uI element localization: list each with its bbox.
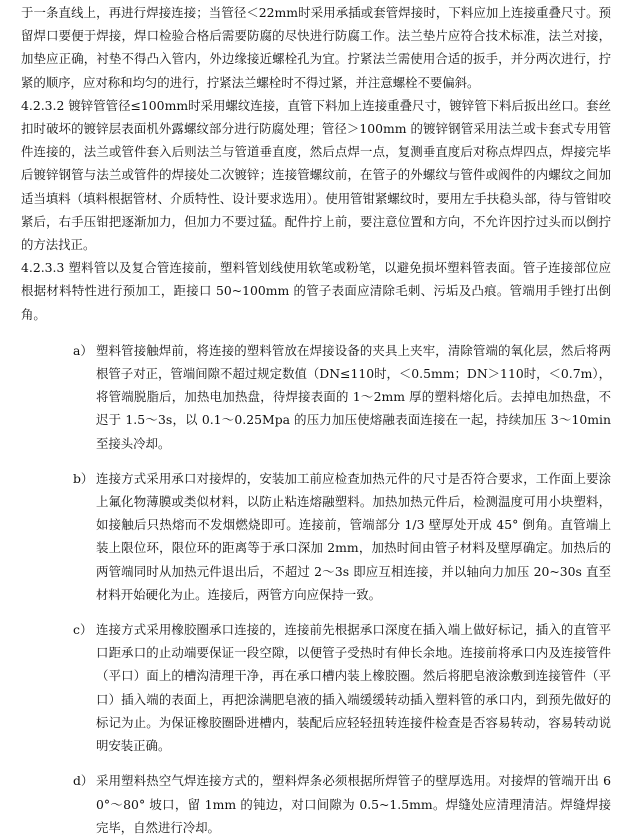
list-item-text: 连接方式采用橡胶圈承口连接的，连接前先根据承口深度在插入端上做好标记，插入的直管平口距承口的止动端要保证一段空隙，以便管子受热时有伸长余地。连接前将承口内及连接管件（平口）面上的槽沟清理干净，再在承口槽内装上橡胶圈。然后将肥皂液涂敷到连接管件（平口）插入端的表面上，再把涂满肥皂液的插入端缓缓转动插入塑料管的承口内，到预先做好的标记为止。为保证橡胶圈卧进槽内，装配后应轻轻扭转连接件检查是否容易转动，容易转动说明安装正确。 [96,622,611,754]
list-item-text: 塑料管接触焊前，将连接的塑料管放在焊接设备的夹具上夹牢，清除管端的氧化层，然后将两根管子对正，管端间隙不超过规定数值（DN≤110时，＜0.5mm；DN＞110时，＜0.7m），将管端脱脂后，加热电加热盘，待焊接表面的 1～2mm 厚的塑料熔化后。去掉电加热盘，不迟于 1.5～3s，以 0.1～0.25Mpa 的压力加压使熔融表面连接在一起，持续加压 3～10min 至接头冷却。 [96,342,611,451]
paragraph-flange-welding: 于一条直线上，再进行焊接连接；当管径＜22mm时采用承插或套管焊接时，下料应加上连接重叠尺寸。预留焊口要便于焊接，焊口检验合格后需要防腐的尽快进行防腐工作。法兰垫片应符合技术标准，法兰对接，加垫应正确，衬垫不得凸入管内，外边缘接近螺栓孔为宜。拧紧法兰需使用合适的扳手，并分两次进行，拧紧的顺序，应对称和均匀的进行，拧紧法兰螺栓时不得过紧，并注意螺栓不要偏斜。 [21,5,611,90]
list-item-text: 采用塑料热空气焊连接方式的，塑料焊条必须根据所焊管子的壁厚选用。对接焊的管端开出 60°～80° 坡口，留 1mm 的钝边，对口间隙为 0.5~1.5mm。焊缝处应清理清洁。焊缝焊接完毕，自然进行冷却。 [96,773,611,835]
paragraph-4-2-3-2: 4.2.3.2 镀锌管管径≤100mm时采用螺纹连接，直管下料加上连接重叠尺寸，镀锌管下料后扳出丝口。套丝扣时破坏的镀锌层表面机外露螺纹部分进行防腐处理；管径＞100mm 的镀锌钢管采用法兰或卡套式专用管件连接的，法兰或管件套入后则法兰与管道垂直度，然后点焊一点，复测垂直度后对称点焊四点，焊接完毕后镀锌钢管与法兰或管件的焊接处二次镀锌；连接管螺纹前，在管子的外螺纹与管件或阀件的内螺纹之间加适当填料（填料根据管材、介质特性、设计要求选用）。使用管钳紧螺纹时，要用左手扶稳头部，待与管钳咬紧后，右手压钳把逐渐加力，但加力不要过猛。配件拧上前，要注意位置和方向，不允许因拧过头而以倒拧的方法找正。 [21,97,611,253]
list-marker: d） [73,773,94,789]
list-item-c [21,618,611,757]
list-marker: a） [73,342,93,358]
list-item-d [21,769,611,839]
list-item-text: 连接方式采用承口对接焊的，安装加工前应检查加热元件的尺寸是否符合要求，工作面上要涂上氟化物薄膜或类似材料，以防止粘连熔融塑料。加热加热元件后，检测温度可用小块塑料，如接触后只热熔而不发烟燃烧即可。连接前，管端部分 1/3 壁厚处开成 45° 倒角。直管端上装上限位环，限位环的距离等于承口深加 2mm，加热时间由管子材料及壁厚确定。加热后的两管端同时从加热元件退出后，不超过 2～3s 即应互相连接，并以轴向力加压 20~30s 直至材料开始硬化为止。连接后，两管方向应保持一致。 [96,470,611,602]
list-marker: b） [73,470,94,486]
list-marker: c） [73,622,93,638]
list-item-a [21,339,611,455]
paragraph-4-2-3-3: 4.2.3.3 塑料管以及复合管连接前，塑料管划线使用软笔或粉笔，以避免损坏塑料管表面。管子连接部位应根据材料特性进行预加工，距接口 50~100mm 的管子表面应清除毛刺、污垢及凸痕。管端用手锉打出倒角。 [21,260,611,322]
list-item-b [21,467,611,606]
